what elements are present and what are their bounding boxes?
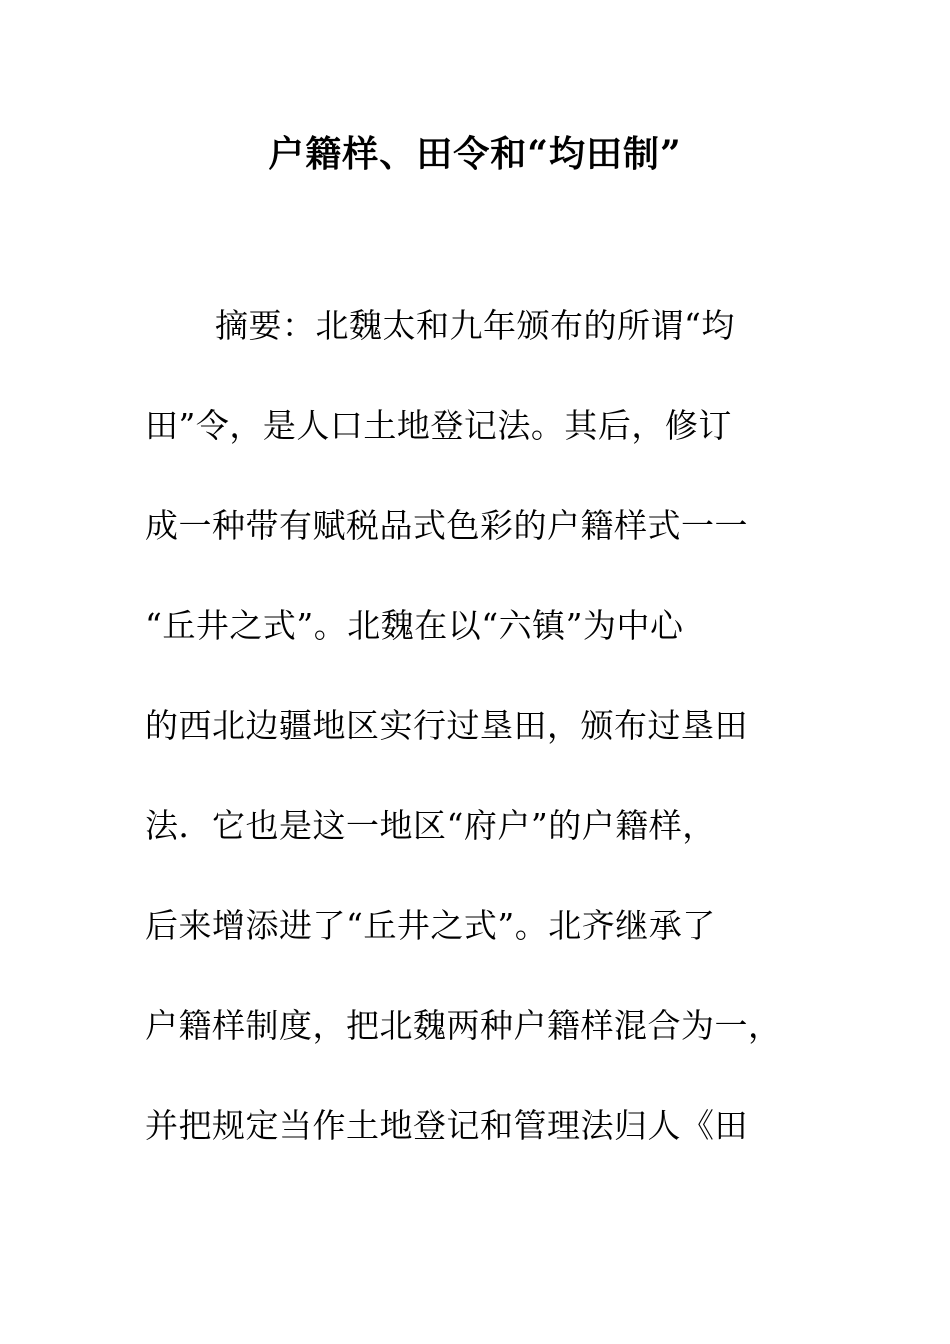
paragraph-line: 并把规定当作土地登记和管理法归人《田 — [145, 1106, 748, 1145]
paragraph-line: 摘要：北魏太和九年颁布的所谓“均 — [215, 306, 735, 345]
paragraph-line: 田”令，是人口土地登记法。其后，修订 — [145, 406, 732, 445]
paragraph-line: 成一种带有赋税品式色彩的户籍样式一一 — [145, 506, 748, 545]
paragraph-line: 的西北边疆地区实行过垦田，颁布过垦田 — [145, 706, 748, 745]
paragraph-line: “丘井之式”。北魏在以“六镇”为中心 — [145, 606, 684, 645]
paragraph-line: 户籍样制度，把北魏两种户籍样混合为一， — [145, 1006, 782, 1045]
document-title: 户籍样、田令和“均田制” — [268, 133, 682, 175]
abstract-paragraph — [145, 300, 805, 1200]
paragraph-line: 后来增添进了“丘井之式”。北齐继承了 — [145, 906, 716, 945]
paragraph-line: 法．它也是这一地区“府户”的户籍样， — [145, 806, 716, 845]
